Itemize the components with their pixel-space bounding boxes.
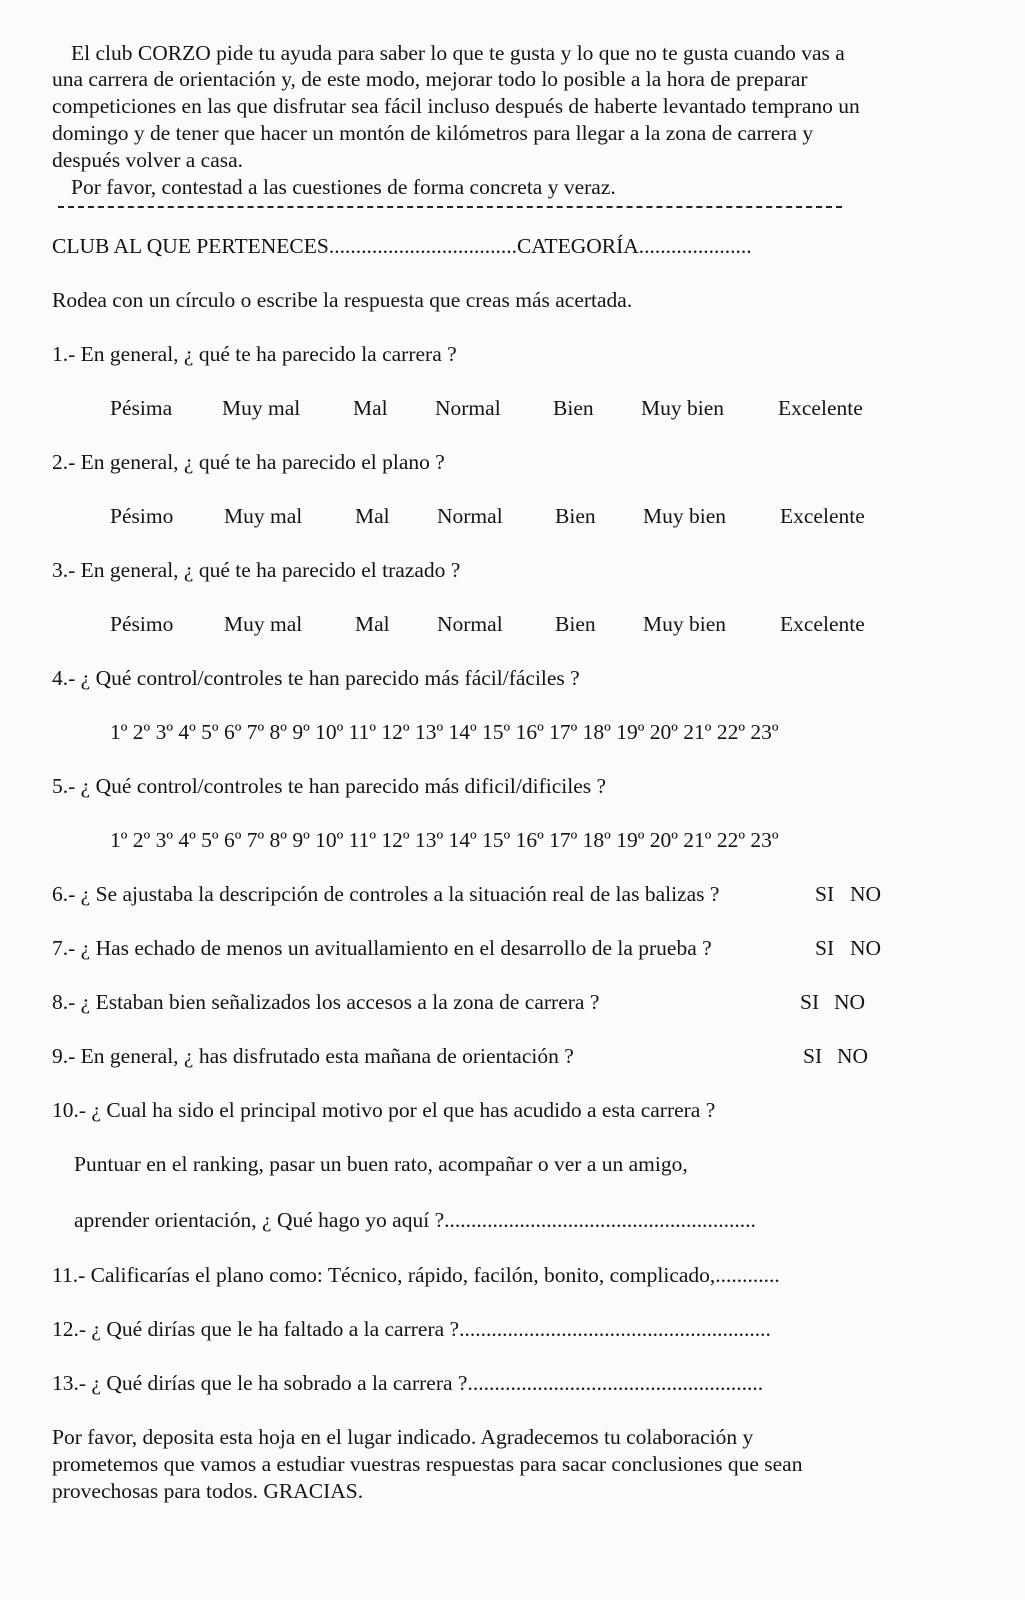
club-category-field[interactable]: CLUB AL QUE PERTENECES...................................CATEGORÍA..................... [52,234,752,258]
question-11[interactable]: 11.- Calificarías el plano como: Técnico, rápido, facilón, bonito, complicado,............ [52,1263,780,1287]
closing-line: provechosas para todos. GRACIAS. [52,1479,364,1503]
instruction-text: Rodea con un círculo o escribe la respuesta que creas más acertada. [52,288,633,312]
question-2: 2.- En general, ¿ qué te ha parecido el plano ? [52,450,445,474]
intro-line: una carrera de orientación y, de este modo, mejorar todo lo posible a la hora de preparar [52,67,808,91]
q3-option-mal[interactable]: Mal [355,612,390,636]
q3-option-muy-bien[interactable]: Muy bien [643,612,727,636]
intro-line: después volver a casa. [52,148,244,172]
q2-option-muy-bien[interactable]: Muy bien [643,504,727,528]
q5-control-list[interactable]: 1º 2º 3º 4º 5º 6º 7º 8º 9º 10º 11º 12º 13º 14º 15º 16º 17º 18º 19º 20º 21º 22º 23º [110,828,779,852]
q4-control-list[interactable]: 1º 2º 3º 4º 5º 6º 7º 8º 9º 10º 11º 12º 13º 14º 15º 16º 17º 18º 19º 20º 21º 22º 23º [110,720,779,744]
q7-option-no[interactable]: NO [850,936,882,960]
intro-line: competiciones en las que disfrutar sea fácil incluso después de haberte levantado temprano un [52,94,860,118]
q1-option-mal[interactable]: Mal [353,396,388,420]
question-10: 10.- ¿ Cual ha sido el principal motivo por el que has acudido a esta carrera ? [52,1098,716,1122]
question-8: 8.- ¿ Estaban bien señalizados los accesos a la zona de carrera ? [52,990,600,1014]
q1-option-pesima[interactable]: Pésima [110,396,173,420]
q6-option-no[interactable]: NO [850,882,882,906]
intro-line: domingo y de tener que hacer un montón de kilómetros para llegar a la zona de carrera y [52,121,814,145]
q10-options-line-1[interactable]: Puntuar en el ranking, pasar un buen rato, acompañar o ver a un amigo, [74,1152,688,1176]
question-4: 4.- ¿ Qué control/controles te han parecido más fácil/fáciles ? [52,666,580,690]
q3-option-excelente[interactable]: Excelente [780,612,865,636]
q1-option-bien[interactable]: Bien [553,396,594,420]
question-5: 5.- ¿ Qué control/controles te han parecido más dificil/dificiles ? [52,774,607,798]
question-1: 1.- En general, ¿ qué te ha parecido la carrera ? [52,342,457,366]
q2-option-pesimo[interactable]: Pésimo [110,504,174,528]
q3-option-normal[interactable]: Normal [437,612,503,636]
separator-line [58,206,842,211]
q8-option-si[interactable]: SI [800,990,820,1014]
q1-option-muy-mal[interactable]: Muy mal [222,396,301,420]
q6-option-si[interactable]: SI [815,882,835,906]
closing-line: prometemos que vamos a estudiar vuestras respuestas para sacar conclusiones que sean [52,1452,803,1476]
question-6: 6.- ¿ Se ajustaba la descripción de controles a la situación real de las balizas ? [52,882,720,906]
closing-line: Por favor, deposita esta hoja en el lugar indicado. Agradecemos tu colaboración y [52,1425,754,1449]
q3-option-bien[interactable]: Bien [555,612,596,636]
q2-option-mal[interactable]: Mal [355,504,390,528]
q1-option-normal[interactable]: Normal [435,396,501,420]
q1-option-muy-bien[interactable]: Muy bien [641,396,725,420]
q10-options-line-2[interactable]: aprender orientación, ¿ Qué hago yo aquí ?.......................................................... [74,1208,756,1232]
intro-line: El club CORZO pide tu ayuda para saber lo que te gusta y lo que no te gusta cuando vas a [71,41,845,65]
q8-option-no[interactable]: NO [834,990,866,1014]
q2-option-excelente[interactable]: Excelente [780,504,865,528]
question-12[interactable]: 12.- ¿ Qué dirías que le ha faltado a la carrera ?.......................................................... [52,1317,771,1341]
q9-option-si[interactable]: SI [803,1044,823,1068]
question-7: 7.- ¿ Has echado de menos un avituallamiento en el desarrollo de la prueba ? [52,936,712,960]
q7-option-si[interactable]: SI [815,936,835,960]
q1-option-excelente[interactable]: Excelente [778,396,863,420]
question-9: 9.- En general, ¿ has disfrutado esta mañana de orientación ? [52,1044,574,1068]
intro-line: Por favor, contestad a las cuestiones de forma concreta y veraz. [71,175,616,199]
question-3: 3.- En general, ¿ qué te ha parecido el trazado ? [52,558,461,582]
q3-option-muy-mal[interactable]: Muy mal [224,612,303,636]
q3-option-pesimo[interactable]: Pésimo [110,612,174,636]
q2-option-bien[interactable]: Bien [555,504,596,528]
q9-option-no[interactable]: NO [837,1044,869,1068]
question-13[interactable]: 13.- ¿ Qué dirías que le ha sobrado a la carrera ?....................................................... [52,1371,764,1395]
q2-option-normal[interactable]: Normal [437,504,503,528]
q2-option-muy-mal[interactable]: Muy mal [224,504,303,528]
